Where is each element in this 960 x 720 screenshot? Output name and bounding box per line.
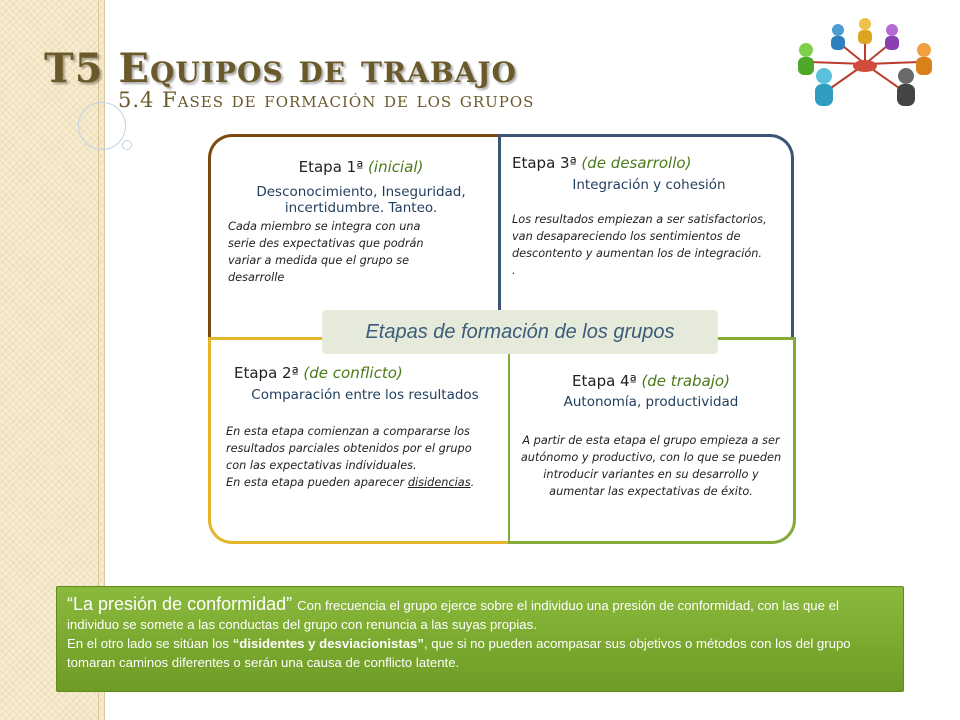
diagram-center-label: Etapas de formación de los grupos — [322, 310, 718, 354]
stage3-heading — [512, 154, 786, 172]
stage2-description-text: En esta etapa pueden aparecer — [226, 476, 408, 489]
conformity-note-line2-start: En el otro lado se sitúan los — [67, 636, 233, 651]
stage3-subtitle: Integración y cohesión — [572, 177, 726, 193]
stage4-subtitle: Autonomía, productividad — [563, 394, 739, 410]
stage2-description-line1: En esta etapa comienzan a compararse los resultados parciales obtenidos por el grupo con las expectativas individuales. — [226, 425, 472, 472]
stage2-heading — [226, 364, 504, 382]
conformity-note — [56, 586, 904, 692]
stage2-description-end: . — [470, 476, 475, 489]
stage2-description — [226, 423, 492, 491]
stage2-subtitle: Comparación entre los resultados — [251, 387, 479, 403]
stage2-content — [226, 364, 504, 491]
stage4-title: Etapa 4ª — [572, 372, 642, 390]
stage2-paren: (de conflicto) — [303, 364, 403, 382]
stage4-paren: (de trabajo) — [641, 372, 730, 390]
stage1-paren: (inicial) — [368, 158, 424, 176]
stage1-title: Etapa 1ª — [298, 158, 369, 176]
stage4-content — [514, 372, 788, 500]
stage3-description-dot: . — [512, 264, 516, 277]
stage3-description: Los resultados empiezan a ser satisfactorios, van desapareciendo los sentimientos de descontento y aumentan los de integración. — [512, 213, 767, 260]
stage3-paren: (de desarrollo) — [581, 154, 692, 172]
page-title: T5 Equipos de trabajo — [44, 45, 517, 92]
stage1-description: Cada miembro se integra con una serie des expectativas que podrán variar a medida que el grupo se desarrolle — [228, 220, 424, 284]
conformity-note-line1: Con frecuencia el grupo ejerce sobre el individuo una presión de conformidad, con las que el individuo se somete a las conductas del grupo con renuncia a las suyas propias. — [67, 598, 839, 632]
conformity-note-line2-end: , que si no pueden acompasar sus objetivos o métodos con los del grupo tomaran caminos diferentes o serán una causa de conflicto latente. — [67, 636, 851, 670]
stage3-content — [512, 154, 786, 279]
page-subtitle: 5.4 Fases de formación de los grupos — [118, 88, 535, 112]
stage1-subtitle: Desconocimiento, Inseguridad, incertidumbre. Tanteo. — [256, 184, 466, 216]
stage4-heading — [514, 372, 788, 390]
conformity-note-bold: “disidentes y desviacionistas” — [232, 636, 424, 651]
stage1-heading — [228, 158, 494, 176]
stage2-description-underlined: disidencias — [407, 476, 471, 489]
stage2-title: Etapa 2ª — [234, 364, 304, 382]
stage1-content — [228, 158, 494, 286]
stage2-description-line2 — [226, 474, 492, 491]
conformity-note-lead: “La presión de conformidad” — [67, 594, 298, 614]
stage4-description: A partir de esta etapa el grupo empieza a ser autónomo y productivo, con lo que se pueden introducir variantes en su desarrollo y aumentar las expectativas de éxito. — [520, 434, 782, 498]
panel-divider — [508, 338, 510, 544]
page-title-block — [44, 44, 517, 94]
team-network-icon — [788, 12, 942, 112]
stage3-title: Etapa 3ª — [512, 154, 582, 172]
decorative-circle-small — [122, 140, 132, 150]
